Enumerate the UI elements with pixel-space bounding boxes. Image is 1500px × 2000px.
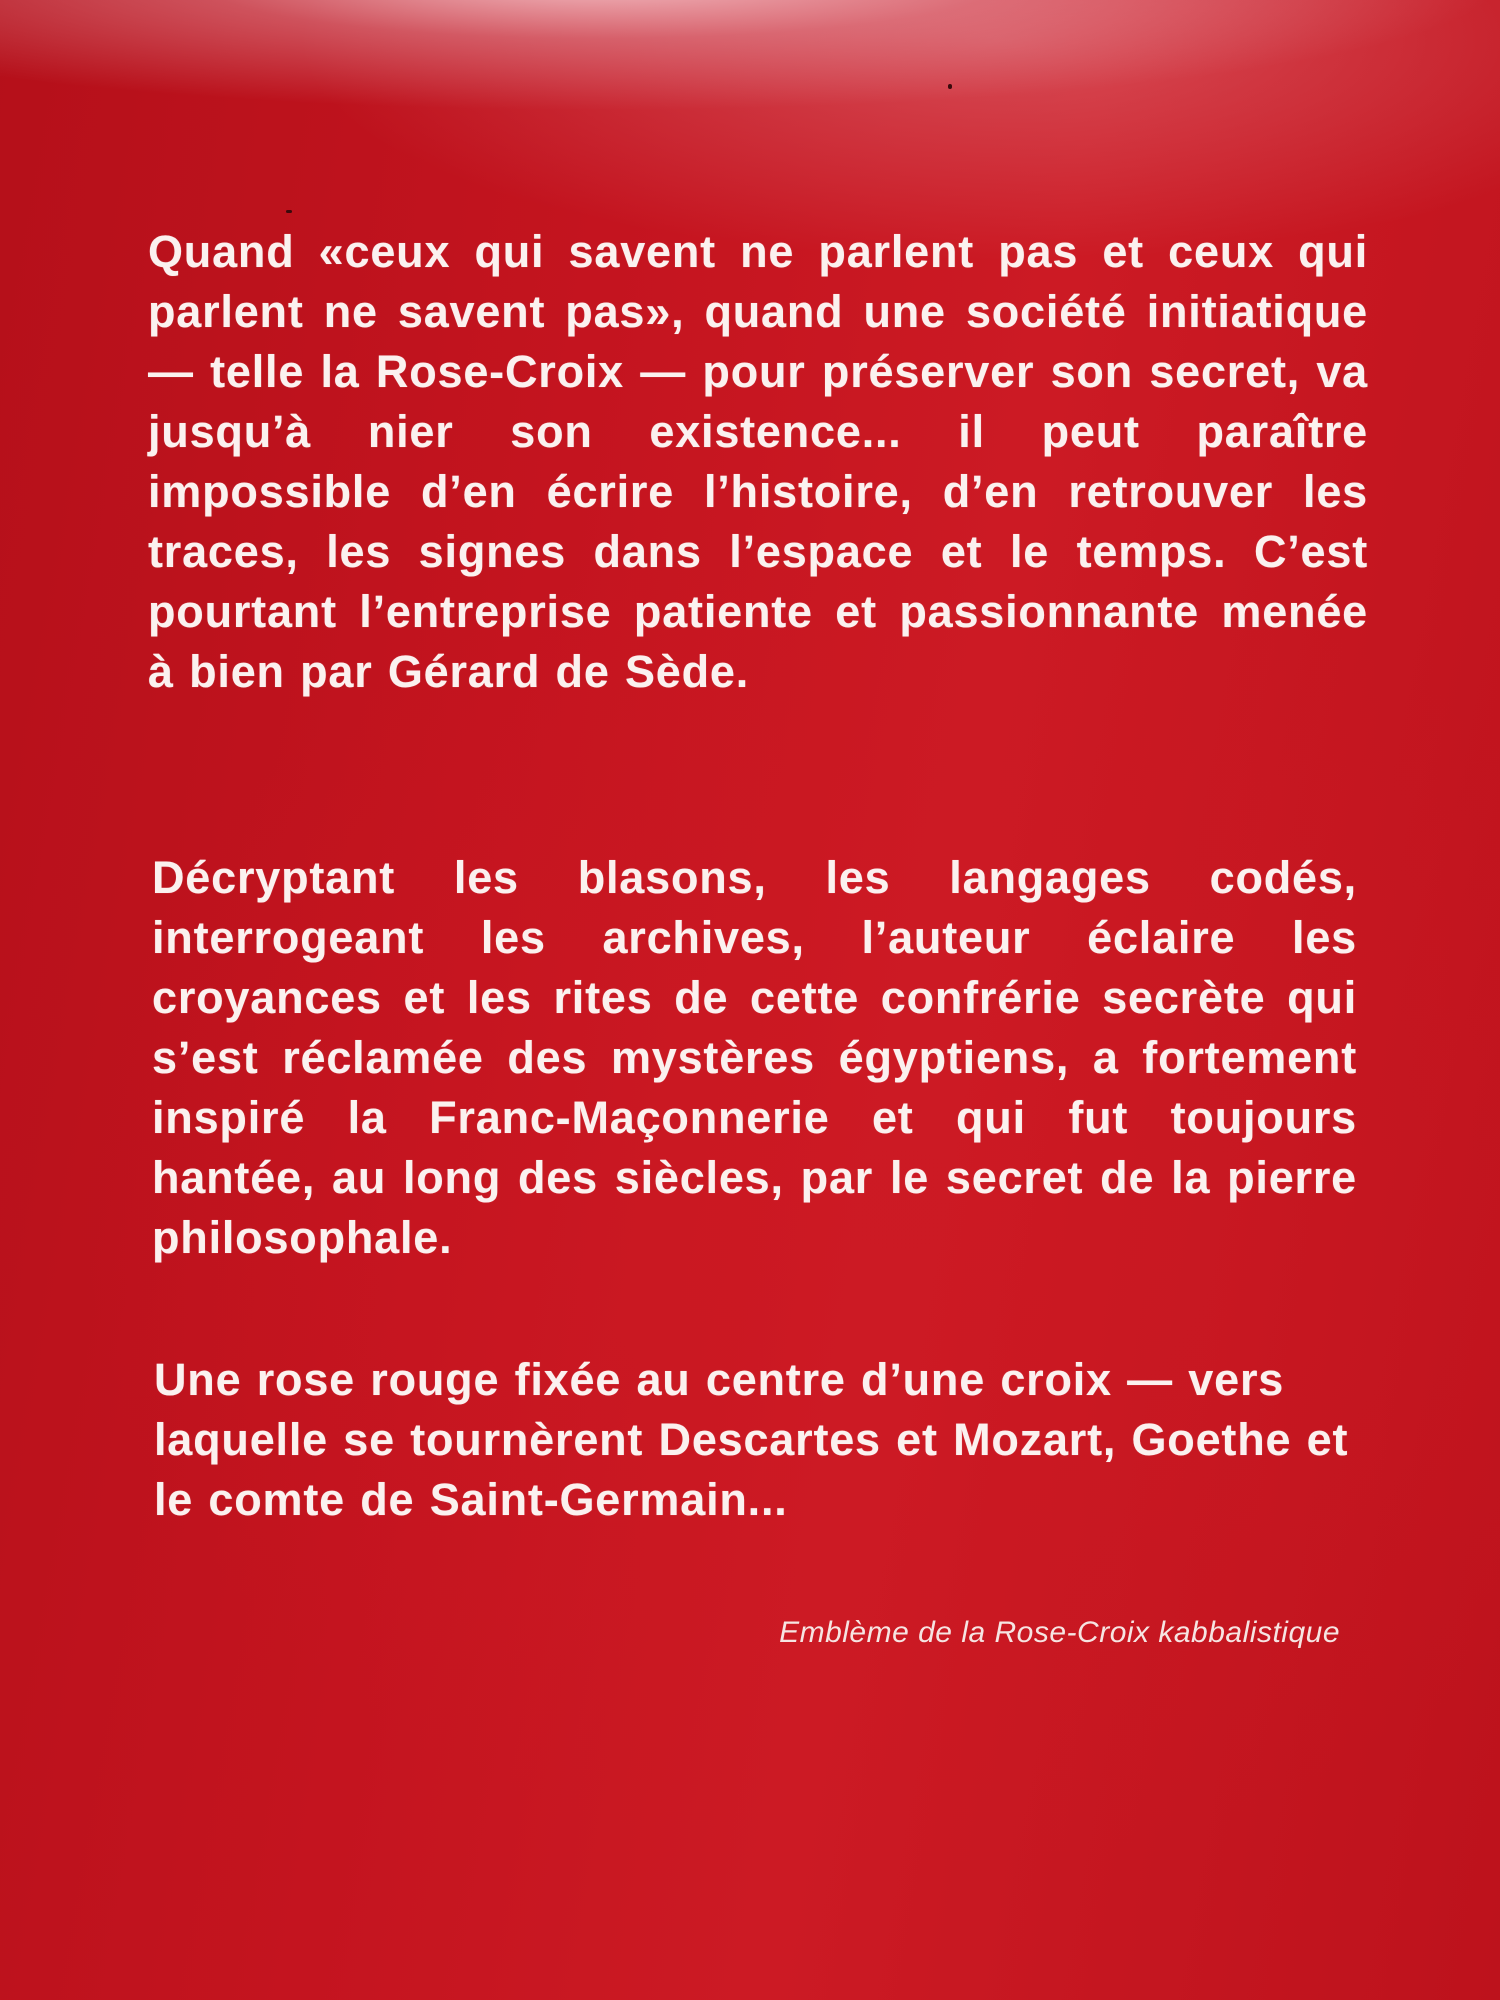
emblem-caption: Emblème de la Rose-Croix kabbalistique — [779, 1616, 1340, 1649]
print-speck — [286, 210, 292, 213]
blurb-paragraph-intro: Quand «ceux qui savent ne parlent pas et ceux qui parlent ne savent pas», quand une société initiatique — telle la Rose-Croix — pour préserver son secret, va jusqu’à nier son existence... il peut paraître impossible d’en écrire l’histoire, d’en retrouver les traces, les signes dans l’espace et le temps. C’est pourtant l’entreprise patiente et passionnante menée à bien par Gérard de Sède. — [148, 226, 1368, 697]
print-speck — [948, 84, 952, 89]
blurb-paragraph-research: Décryptant les blasons, les langages codés, interrogeant les archives, l’auteur éclaire les croyances et les rites de cette confrérie secrète qui s’est réclamée des mystères égyptiens, a fortement inspiré la Franc-Maçonnerie et qui fut toujours hantée, au long des siècles, par le secret de la pierre philosophale. — [152, 852, 1357, 1263]
blurb-paragraph-emblem: Une rose rouge fixée au centre d’une croix — vers laquelle se tournèrent Descartes et Mozart, Goethe et le comte de Saint-Germain... — [154, 1354, 1349, 1525]
